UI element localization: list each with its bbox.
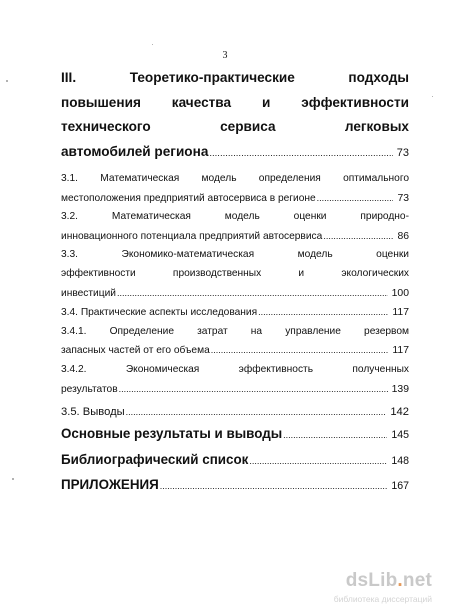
toc-entry-text: повышения качества и эффективности [61, 94, 409, 110]
toc-page-number: 73 [397, 192, 409, 204]
toc-chapter-3[interactable] [61, 66, 409, 166]
toc-page-number: 117 [392, 345, 409, 357]
toc-section-3-2[interactable] [61, 208, 409, 246]
toc-page-number: 139 [391, 383, 409, 395]
toc-page-number: 73 [396, 146, 409, 159]
toc-page-number: 100 [391, 287, 409, 299]
toc-page-number: 167 [391, 480, 409, 493]
dot-leader [283, 423, 387, 448]
toc-entry-text: результатов [61, 383, 118, 395]
dot-leader [160, 474, 388, 499]
toc-bibliography[interactable] [61, 448, 409, 474]
toc-entry-text: автомобилей региона [61, 143, 209, 159]
toc-page-number: 145 [391, 429, 409, 442]
dot-leader [211, 341, 389, 360]
toc-entry-text: инновационного потенциала предприятий автосервиса [61, 230, 323, 242]
toc-entry-text: технического сервиса легковых [61, 119, 409, 134]
toc-entry-text: эффективности производственных и экологических [61, 267, 409, 279]
toc-page-number: 142 [390, 406, 409, 419]
dot-leader [323, 227, 393, 246]
dot-leader [209, 142, 392, 167]
toc-entry-text: 3.2. Математическая модель оценки природно- [61, 211, 409, 223]
toc-entry-text: 3.4. Практические аспекты исследования [61, 307, 258, 319]
scan-speck [6, 80, 8, 82]
toc-section-3-4-1[interactable] [61, 323, 409, 361]
watermark-logo: dsLib.net [345, 570, 432, 591]
toc-section-3-1[interactable] [61, 170, 409, 208]
toc-entry-text: Основные результаты и выводы [61, 426, 283, 442]
toc-appendix[interactable] [61, 473, 409, 499]
scan-speck [152, 44, 153, 45]
toc-section-3-5[interactable] [61, 402, 409, 422]
watermark [314, 570, 432, 608]
toc-entry-text: 3.4.1. Определение затрат на управление резервом [61, 325, 409, 337]
dot-leader [258, 303, 388, 322]
scan-speck [12, 478, 14, 480]
dot-leader [317, 189, 394, 208]
toc-entry-text: инвестиций [61, 287, 116, 299]
table-of-contents [61, 66, 409, 499]
page-number: 3 [222, 50, 228, 61]
toc-page-number: 148 [391, 454, 409, 467]
toc-section-3-3[interactable] [61, 246, 409, 303]
toc-entry-text: 3.5. Выводы [61, 406, 125, 419]
dot-leader [119, 380, 388, 399]
scan-speck [432, 96, 433, 97]
toc-entry-text: Библиографический список [61, 451, 249, 467]
toc-page-number: 117 [392, 307, 409, 319]
toc-section-3-4[interactable] [61, 303, 409, 323]
toc-results[interactable] [61, 422, 409, 448]
dot-leader [117, 284, 388, 303]
toc-entry-text: 3.4.2. Экономическая эффективность полученных [61, 363, 409, 375]
dot-leader [249, 449, 387, 474]
toc-page-number: 86 [397, 230, 409, 242]
toc-entry-text: 3.3. Экономико-математическая модель оценки [61, 249, 409, 261]
toc-entry-text: III. Теоретико-практические подходы [61, 70, 409, 85]
toc-section-3-4-2[interactable] [61, 361, 409, 399]
toc-entry-text: запасных частей от его объема [61, 345, 210, 357]
toc-entry-text: 3.1. Математическая модель определения оптимального [61, 173, 409, 184]
dot-leader [126, 402, 387, 422]
watermark-caption: библиотека диссертаций [333, 594, 432, 604]
toc-entry-text: ПРИЛОЖЕНИЯ [61, 477, 159, 493]
toc-entry-text: местоположения предприятий автосервиса в регионе [61, 192, 316, 204]
